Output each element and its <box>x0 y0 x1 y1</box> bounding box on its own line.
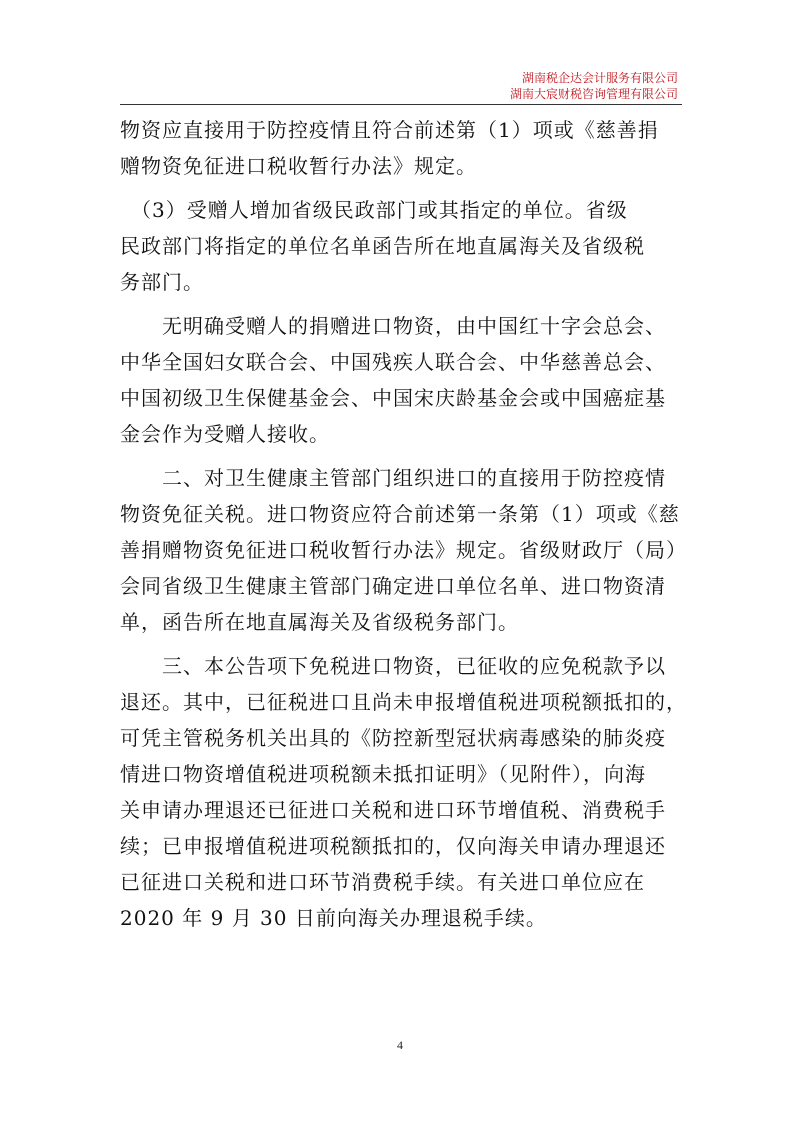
text-line: 退还。其中，已征税进口且尚未申报增值税进项税额抵扣的， <box>120 690 687 714</box>
page-header <box>510 70 678 102</box>
text-line: 会同省级卫生健康主管部门确定进口单位名单、进口物资清 <box>120 574 666 598</box>
text-line: 关申请办理退还已征进口关税和进口环节增值税、消费税手 <box>120 798 666 822</box>
text-line: 务部门。 <box>120 270 204 294</box>
text-line: 单，函告所在地直属海关及省级税务部门。 <box>120 610 519 634</box>
text-line: （3）受赠人增加省级民政部门或其指定的单位。省级 <box>120 198 628 222</box>
text-line: 赠物资免征进口税收暂行办法》规定。 <box>120 154 477 178</box>
paragraph <box>120 460 687 640</box>
paragraph <box>120 192 682 300</box>
text-line: 民政部门将指定的单位名单函告所在地直属海关及省级税 <box>120 234 645 258</box>
paragraph <box>120 308 682 452</box>
text-line: 物资应直接用于防控疫情且符合前述第（1）项或《慈善捐 <box>120 118 659 142</box>
text-line: 中国初级卫生保健基金会、中国宋庆龄基金会或中国癌症基 <box>120 386 666 410</box>
header-company-2: 湖南大宸财税咨询管理有限公司 <box>509 87 678 101</box>
page-number: 4 <box>397 1038 403 1052</box>
text-line: 二、对卫生健康主管部门组织进口的直接用于防控疫情 <box>120 466 666 490</box>
header-company-1: 湖南税企达会计服务有限公司 <box>521 71 678 85</box>
text-line: 可凭主管税务机关出具的《防控新型冠状病毒感染的肺炎疫 <box>120 726 666 750</box>
text-line: 金会作为受赠人接收。 <box>120 422 330 446</box>
paragraph <box>120 112 682 184</box>
text-line: 情进口物资增值税进项税额未抵扣证明》（见附件），向海 <box>120 762 646 786</box>
header-rule <box>120 104 682 105</box>
document-body <box>120 112 687 936</box>
text-line: 已征进口关税和进口环节消费税手续。有关进口单位应在 <box>120 870 645 894</box>
text-line: 三、本公告项下免税进口物资，已征收的应免税款予以 <box>120 654 666 678</box>
text-line: 中华全国妇女联合会、中国残疾人联合会、中华慈善总会、 <box>120 350 666 374</box>
text-line: 物资免征关税。进口物资应符合前述第一条第（1）项或《慈 <box>120 502 680 526</box>
text-line: 2020 年 9 月 30 日前向海关办理退税手续。 <box>120 906 547 930</box>
text-line: 无明确受赠人的捐赠进口物资，由中国红十字会总会、 <box>120 314 666 338</box>
paragraph <box>120 648 687 936</box>
text-line: 续；已申报增值税进项税额抵扣的，仅向海关申请办理退还 <box>120 834 666 858</box>
text-line: 善捐赠物资免征进口税收暂行办法》规定。省级财政厅（局） <box>120 538 687 562</box>
